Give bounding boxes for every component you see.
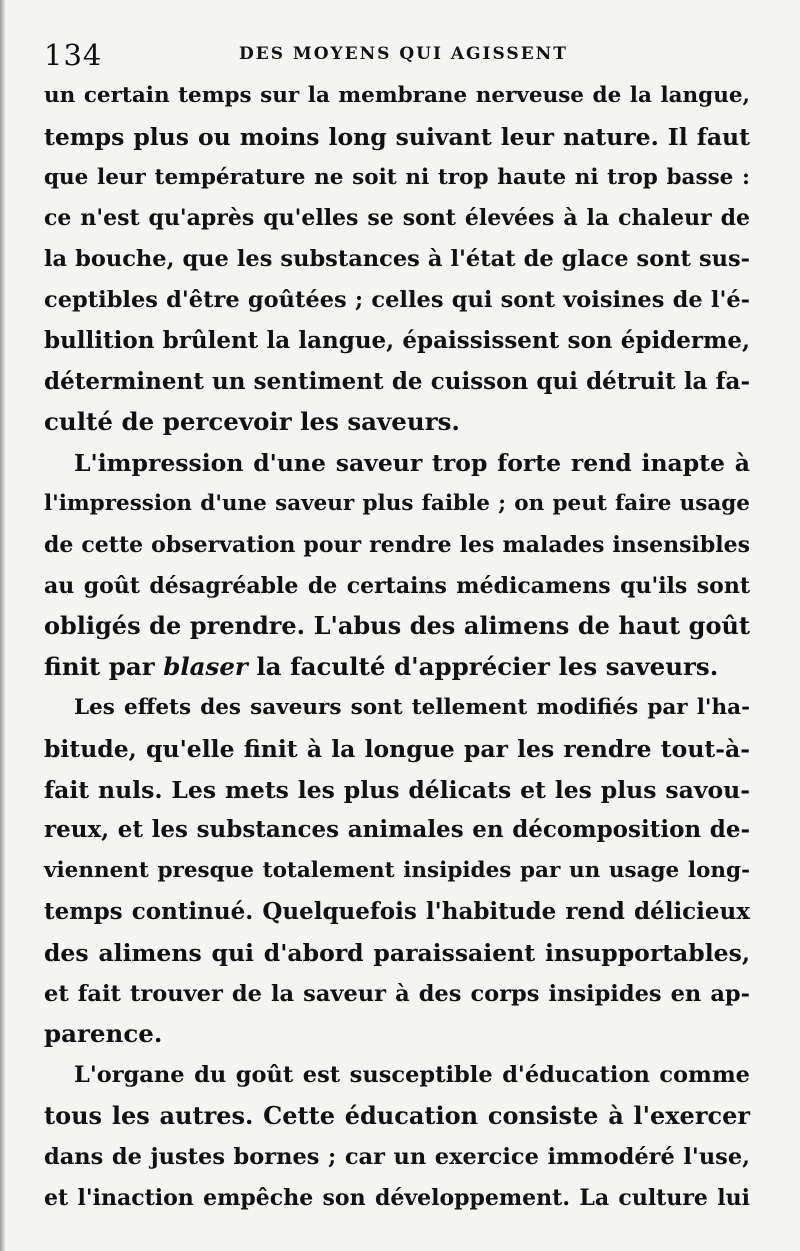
text-line: obligés de prendre. L'abus des alimens de haut goût	[44, 611, 750, 641]
text-line: temps continué. Quelquefois l'habitude rend délicieux	[44, 897, 750, 925]
text-run: la faculté d'apprécier les saveurs.	[247, 652, 719, 682]
page-edge-shadow	[0, 0, 6, 1251]
text-line: dans de justes bornes ; car un exercice immodéré l'use,	[44, 1143, 750, 1170]
running-title: DES MOYENS QUI AGISSENT	[239, 44, 568, 64]
body-text	[44, 76, 750, 1218]
text-line: un certain temps sur la membrane nerveuse de la langue,	[44, 83, 750, 108]
text-line: ce n'est qu'après qu'elles se sont élevées à la chaleur de	[44, 205, 750, 232]
text-line: déterminent un sentiment de cuisson qui détruit la fa-	[44, 367, 750, 395]
text-line: bitude, qu'elle finit à la longue par les rendre tout-à-	[44, 734, 750, 763]
paragraph-first-line: L'impression d'une saveur trop forte rend inapte à	[74, 449, 750, 478]
page-number: 134	[44, 38, 103, 72]
text-line: culté de percevoir les saveurs.	[44, 407, 460, 437]
text-line: ceptibles d'être goûtées ; celles qui sont voisines de l'é-	[44, 286, 750, 313]
text-line: l'impression d'une saveur plus faible ; on peut faire usage	[44, 490, 750, 516]
text-line: viennent presque totalement insipides par un usage long-	[44, 858, 750, 884]
text-line: fait nuls. Les mets les plus délicats et les plus savou-	[44, 775, 750, 804]
text-line: bullition brûlent la langue, épaississent son épiderme,	[44, 326, 750, 354]
text-line: et fait trouver de la saveur à des corps insipides en ap-	[44, 980, 750, 1007]
text-line: temps plus ou moins long suivant leur nature. Il faut	[44, 122, 750, 151]
text-run: finit par	[44, 652, 164, 682]
text-line: tous les autres. Cette éducation consiste à l'exercer	[44, 1100, 750, 1130]
text-line: et l'inaction empêche son développement. La culture lui	[44, 1184, 750, 1211]
text-line-with-emphasis	[44, 647, 750, 688]
text-line: de cette observation pour rendre les malades insensibles	[44, 531, 750, 558]
text-line: reux, et les substances animales en décomposition de-	[44, 816, 750, 844]
paragraph-first-line: L'organe du goût est susceptible d'éducation comme	[74, 1062, 750, 1089]
text-line: des alimens qui d'abord paraissaient insupportables,	[44, 938, 750, 967]
text-line: parence.	[44, 1019, 163, 1049]
italic-word: blaser	[163, 652, 248, 682]
paragraph-first-line: Les effets des saveurs sont tellement modifiés par l'ha-	[74, 694, 750, 720]
text-line: que leur température ne soit ni trop haute ni trop basse :	[44, 164, 750, 190]
text-line: la bouche, que les substances à l'état de glace sont sus-	[44, 246, 750, 273]
page-header	[44, 36, 760, 76]
text-line: au goût désagréable de certains médicamens qu'ils sont	[44, 572, 750, 599]
